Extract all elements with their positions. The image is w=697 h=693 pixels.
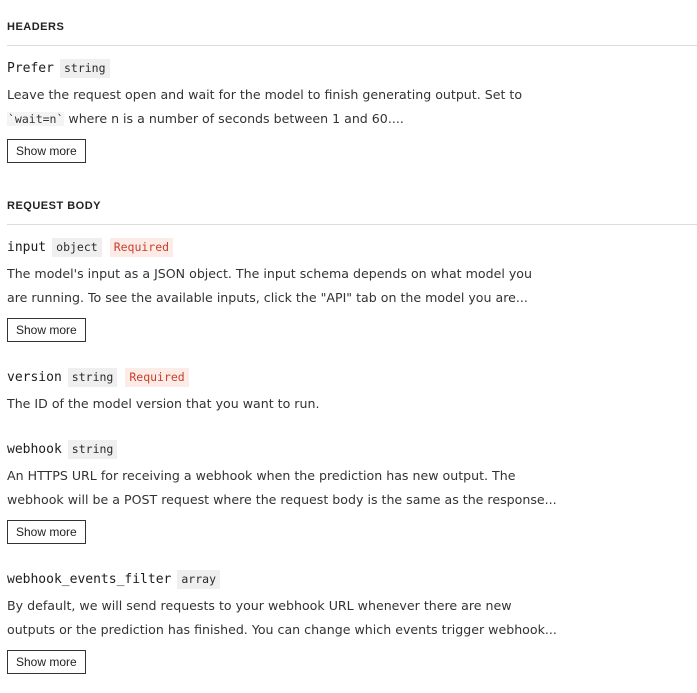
param-description: The ID of the model version that you want to run. xyxy=(7,396,320,411)
param-prefer-header xyxy=(7,59,110,78)
param-description: An HTTPS URL for receiving a webhook when the prediction has new output. The xyxy=(7,468,516,483)
show-more-button[interactable]: Show more xyxy=(7,139,86,163)
type-badge: string xyxy=(60,59,110,78)
param-description-line2: `wait=n` where n is a number of seconds between 1 and 60.... xyxy=(8,111,404,126)
required-badge: Required xyxy=(110,238,173,257)
param-version-header xyxy=(7,368,189,387)
section-divider xyxy=(7,224,697,225)
headers-section-title: HEADERS xyxy=(7,21,65,33)
param-description-line2: outputs or the prediction has finished. You can change which events trigger webhook... xyxy=(7,622,557,637)
type-badge: array xyxy=(177,570,220,589)
param-input-header xyxy=(7,238,173,257)
type-badge: object xyxy=(52,238,102,257)
param-description-line2: webhook will be a POST request where the request body is the same as the response... xyxy=(7,492,557,507)
show-more-button[interactable]: Show more xyxy=(7,318,86,342)
param-name: input xyxy=(7,240,47,255)
param-description: Leave the request open and wait for the model to finish generating output. Set to xyxy=(7,87,523,102)
show-more-button[interactable]: Show more xyxy=(7,650,86,674)
param-name: version xyxy=(7,370,62,385)
param-webhook-header xyxy=(7,440,117,459)
type-badge: string xyxy=(68,368,118,387)
section-divider xyxy=(7,45,697,46)
type-badge: string xyxy=(68,440,118,459)
show-more-button[interactable]: Show more xyxy=(7,520,86,544)
param-name: Prefer xyxy=(7,61,54,76)
param-description: The model's input as a JSON object. The input schema depends on what model you xyxy=(7,266,532,281)
param-description-line2: are running. To see the available inputs, click the "API" tab on the model you are... xyxy=(7,290,528,305)
param-name: webhook xyxy=(7,442,62,457)
request-body-section-title: REQUEST BODY xyxy=(7,200,102,212)
inline-code: `wait=n` xyxy=(8,112,64,126)
param-description: By default, we will send requests to your webhook URL whenever there are new xyxy=(7,598,512,613)
param-name: webhook_events_filter xyxy=(7,572,172,587)
required-badge: Required xyxy=(125,368,188,387)
param-webhook-events-filter-header xyxy=(7,570,220,589)
